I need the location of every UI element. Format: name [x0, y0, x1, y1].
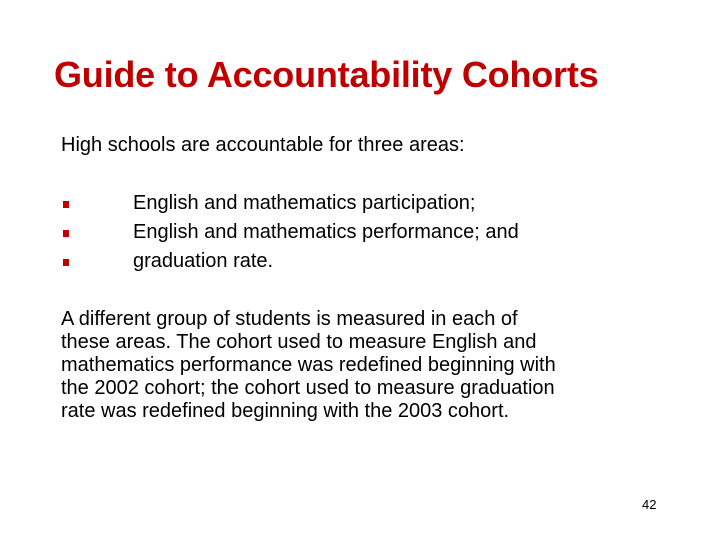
square-bullet-icon: [63, 259, 69, 266]
list-item-text: English and mathematics performance; and: [133, 221, 519, 243]
paragraph-line: A different group of students is measured in each of: [61, 308, 518, 330]
square-bullet-icon: [63, 201, 69, 208]
intro-text: High schools are accountable for three areas:: [61, 134, 465, 156]
paragraph-line: mathematics performance was redefined beginning with: [61, 354, 556, 376]
paragraph-line: these areas. The cohort used to measure English and: [61, 331, 537, 353]
page-number: 42: [642, 497, 657, 512]
square-bullet-icon: [63, 230, 69, 237]
list-item-text: English and mathematics participation;: [133, 192, 476, 214]
paragraph-line: the 2002 cohort; the cohort used to measure graduation: [61, 377, 555, 399]
list-item-text: graduation rate.: [133, 250, 274, 272]
explanation-paragraph: [61, 308, 681, 423]
paragraph-line: rate was redefined beginning with the 2003 cohort.: [61, 400, 510, 422]
slide-title: Guide to Accountability Cohorts: [54, 54, 599, 95]
